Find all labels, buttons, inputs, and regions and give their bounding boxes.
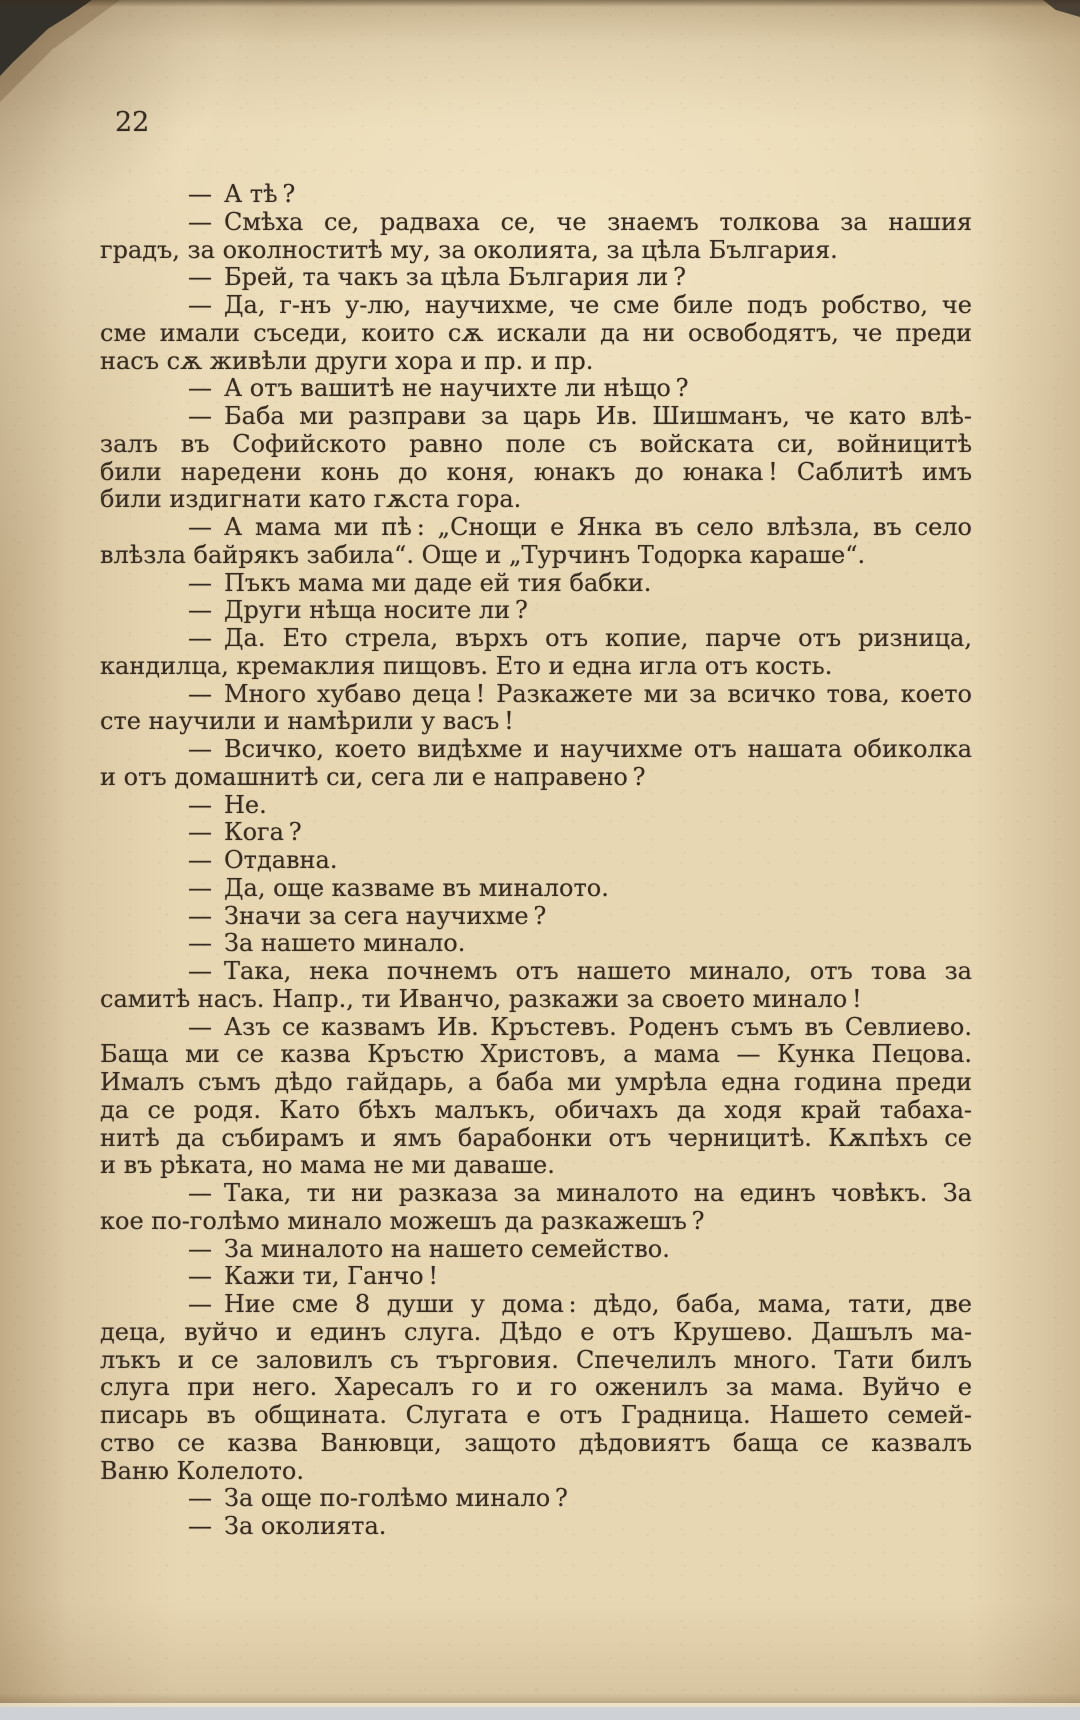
text-line: слуга при него. Харесалъ го и го оженилъ за мама. Вуйчо е — [100, 1373, 972, 1402]
text-line: — Кога ? — [188, 818, 302, 847]
text-line: — Така, нека почнемъ отъ нашето минало, отъ това за — [188, 957, 972, 985]
text-line: — За още по-голѣмо минало ? — [188, 1484, 568, 1513]
text-line: — Други нѣща носите ли ? — [188, 596, 528, 625]
text-line: самитѣ насъ. Напр., ти Иванчо, разкажи за своето минало ! — [100, 984, 862, 1013]
text-line: деца, вуйчо и единъ слуга. Дѣдо е отъ Крушево. Дашълъ ма- — [100, 1317, 972, 1346]
text-line: — Кажи ти, Ганчо ! — [188, 1262, 439, 1291]
text-line: Баща ми се казва Кръстю Христовъ, а мама — Кунка Пецова. — [100, 1040, 972, 1069]
text-line: писарь въ общината. Слугата е отъ Градница. Нашето семей- — [100, 1401, 972, 1429]
scan-background-strip — [0, 1707, 1080, 1720]
text-line: да се родя. Като бѣхъ малъкъ, обичахъ да ходя край табаха- — [100, 1095, 972, 1124]
text-line: — Така, ти ни разказа за миналото на единъ човѣкъ. За — [188, 1179, 972, 1207]
text-line: насъ сѫ живѣли други хора и пр. и пр. — [100, 346, 594, 375]
text-line: — Брей, та чакъ за цѣла България ли ? — [188, 263, 686, 292]
text-line: — Азъ се казвамъ Ив. Кръстевъ. Роденъ съмъ въ Севлиево. — [188, 1012, 972, 1041]
text-line: — Пъкъ мама ми даде ей тия бабки. — [188, 568, 652, 597]
text-line: лъкъ и се заловилъ съ търговия. Спечелилъ много. Тати билъ — [100, 1345, 972, 1374]
text-line: — А тѣ ? — [188, 180, 296, 208]
text-line: — Баба ми разправи за царь Ив. Шишманъ, че като влѣ- — [188, 402, 972, 430]
text-line: били издигнати като гѫста гора. — [100, 485, 522, 514]
text-line: кое по-голѣмо минало можешъ да разкажешъ ? — [100, 1206, 705, 1235]
text-line: Ималъ съмъ дѣдо гайдарь, а баба ми умрѣла една година преди — [100, 1068, 972, 1096]
text-line: — За околията. — [188, 1512, 387, 1540]
page-top-edge-shadow — [0, 0, 1080, 7]
text-line: — За нашето минало. — [188, 929, 466, 958]
text-line: — А мама ми пѣ : „Снощи е Янка въ село влѣзла, въ село — [188, 513, 972, 541]
text-line: — А отъ вашитѣ не научихте ли нѣщо ? — [188, 374, 689, 403]
text-line: сме имали съседи, които сѫ искали да ни освободятъ, че преди — [100, 318, 972, 347]
text-line: — Много хубаво деца ! Разкажете ми за всичко това, което — [188, 679, 972, 708]
text-line: — Да. Ето стрела, върхъ отъ копие, парче отъ ризница, — [188, 624, 972, 652]
text-line: Ваню Колелото. — [100, 1456, 304, 1485]
text-line: били наредени конь до коня, юнакъ до юнака ! Саблитѣ имъ — [100, 457, 972, 486]
text-line: и отъ домашнитѣ си, сега ли е направено ? — [100, 762, 646, 791]
text-line: кандилца, кремаклия пищовъ. Ето и една игла отъ кость. — [100, 651, 833, 680]
text-block — [100, 181, 972, 1541]
text-line: сте научили и намѣрили у васъ ! — [100, 707, 514, 736]
text-line: — Значи за сега научихме ? — [188, 901, 547, 930]
text-line: — Отдавна. — [188, 846, 338, 874]
text-line: — Всичко, което видѣхме и научихме отъ нашата обиколка — [188, 735, 972, 763]
text-line: — За миналото на нашето семейство. — [188, 1234, 670, 1263]
text-line: залъ въ Софийското равно поле съ войската си, войницитѣ — [100, 429, 972, 458]
text-line: ство се казва Ванювци, защото дѣдовиятъ баща се казвалъ — [100, 1428, 972, 1457]
text-line: — Не. — [188, 790, 267, 819]
text-line: влѣзла байрякъ забила“. Още и „Турчинъ Тодорка караше“. — [100, 540, 866, 569]
text-line: нитѣ да събирамъ и ямъ барабонки отъ черницитѣ. Кѫпѣхъ се — [100, 1123, 972, 1152]
page-bottom-shadow — [0, 1693, 1080, 1703]
text-line: и въ рѣката, но мама не ми даваше. — [100, 1151, 555, 1180]
text-line: — Ние сме 8 души у дома : дѣдо, баба, мама, тати, две — [188, 1290, 972, 1318]
page-number: 22 — [115, 107, 150, 138]
text-line: — Смѣха се, радваха се, че знаемъ толкова за нашия — [188, 207, 972, 236]
text-line: — Да, още казваме въ миналото. — [188, 873, 609, 902]
text-line: градъ, за околноститѣ му, за околията, за цѣла България. — [100, 235, 838, 264]
text-line: — Да, г-нъ у-лю, научихме, че сме биле подъ робство, че — [188, 291, 972, 319]
